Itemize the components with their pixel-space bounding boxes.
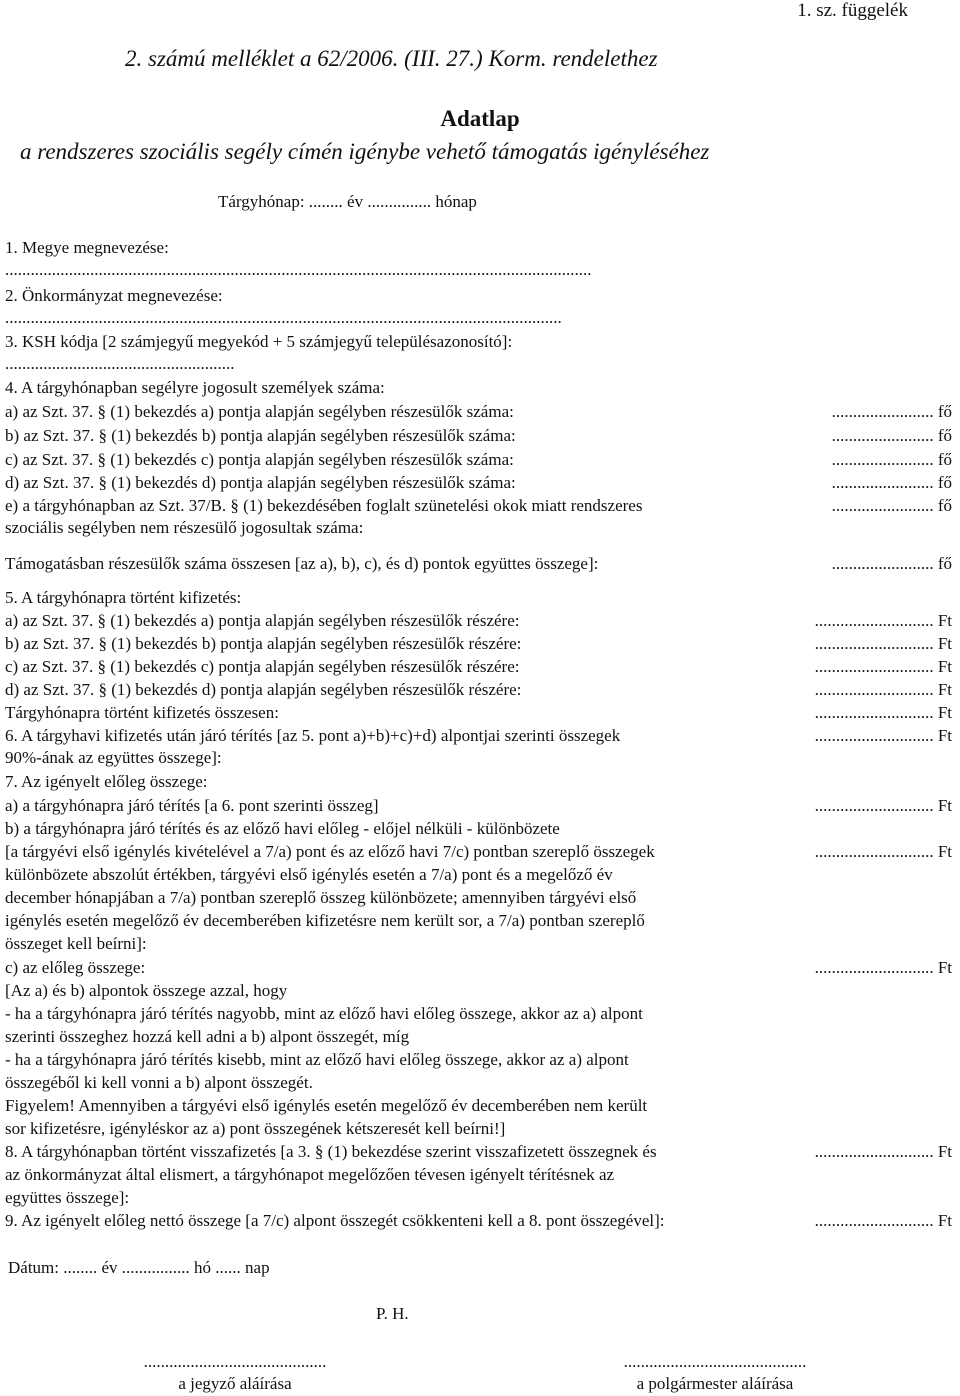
county-label: 1. Megye megnevezése: <box>5 238 169 257</box>
section-5-d-value: ............................ Ft <box>814 680 952 699</box>
ksh-label: 3. KSH kódja [2 számjegyű megyekód + 5 számjegyű településazonosító]: <box>5 332 513 351</box>
section-4-c: c) az Szt. 37. § (1) bekezdés c) pontja alapján segélyben részesülők száma: <box>5 450 514 469</box>
section-7-b-line4: december hónapjában a 7/a) pontban szereplő összeg különbözete; amennyiben tárgyévi első <box>5 888 637 907</box>
county-dots: .......................................................................................................................................... <box>5 260 592 279</box>
section-9: 9. Az igényelt előleg nettó összege [a 7/c) alpont összegét csökkenteni kell a 8. pont összegével]: <box>5 1211 665 1230</box>
section-5-c-value: ............................ Ft <box>814 657 952 676</box>
section-4-d: d) az Szt. 37. § (1) bekezdés d) pontja alapján segélyben részesülők száma: <box>5 473 516 492</box>
signature-line-mayor: ........................................... <box>623 1352 807 1371</box>
section-6-line1: 6. A tárgyhavi kifizetés után járó térítés [az 5. pont a)+b)+c)+d) alpontjai szerinti összegek <box>5 726 621 745</box>
ksh-dots: ...................................................... <box>5 354 235 373</box>
section-7-note-line6: Figyelem! Amennyiben a tárgyévi első igénylés esetén megelőző év decemberében nem került <box>5 1096 648 1115</box>
form-title: Adatlap <box>440 106 520 131</box>
signature-line-clerk: ........................................... <box>143 1352 327 1371</box>
section-7-b-line6: összeget kell beírni]: <box>5 934 147 953</box>
section-4-a-value: ........................ fő <box>831 402 952 421</box>
section-5-heading: 5. A tárgyhónapra történt kifizetés: <box>5 588 242 607</box>
municipality-label: 2. Önkormányzat megnevezése: <box>5 286 223 305</box>
section-4-e-line1: e) a tárgyhónapban az Szt. 37/B. § (1) bekezdésében foglalt szünetelési okok miatt rendszeres <box>5 496 643 515</box>
section-4-d-value: ........................ fő <box>831 473 952 492</box>
date-line: Dátum: ........ év ................ hó ...... nap <box>8 1258 270 1277</box>
section-4-b-value: ........................ fő <box>831 426 952 445</box>
section-4-total-value: ........................ fő <box>831 554 952 573</box>
section-4-total: Támogatásban részesülők száma összesen [az a), b), c), és d) pontok együttes összege]: <box>5 554 599 573</box>
section-6-line2: 90%-ának az együttes összege]: <box>5 748 222 767</box>
section-8-line1: 8. A tárgyhónapban történt visszafizetés [a 3. § (1) bekezdése szerint visszafizetett összegnek és <box>5 1142 657 1161</box>
section-7-b-line3: különbözete abszolút értékben, tárgyévi első igénylés esetén a 7/a) pont és a megelőző év <box>5 865 613 884</box>
section-6-value: ............................ Ft <box>814 726 952 745</box>
section-8-line3: együttes összege]: <box>5 1188 130 1207</box>
section-7-a-value: ............................ Ft <box>814 796 952 815</box>
section-5-d: d) az Szt. 37. § (1) bekezdés d) pontja alapján segélyben részesülők részére: <box>5 680 522 699</box>
section-8-value: ............................ Ft <box>814 1142 952 1161</box>
section-5-c: c) az Szt. 37. § (1) bekezdés c) pontja alapján segélyben részesülők részére: <box>5 657 520 676</box>
stamp-placeholder: P. H. <box>376 1304 409 1323</box>
section-9-value: ............................ Ft <box>814 1211 952 1230</box>
reference-month: Tárgyhónap: ........ év ............... hónap <box>218 192 477 211</box>
form-subtitle: a rendszeres szociális segély címén igénybe vehető támogatás igényléséhez <box>20 139 710 164</box>
section-7-b-value: ............................ Ft <box>814 842 952 861</box>
section-7-c: c) az előleg összege: <box>5 958 146 977</box>
section-5-a: a) az Szt. 37. § (1) bekezdés a) pontja alapján segélyben részesülők részére: <box>5 611 520 630</box>
section-7-note-line1: [Az a) és b) alpontok összege azzal, hogy <box>5 981 288 1000</box>
section-4-e-line2: szociális segélyben nem részesülő jogosultak száma: <box>5 518 364 537</box>
section-5-total: Tárgyhónapra történt kifizetés összesen: <box>5 703 279 722</box>
section-7-b-line1: b) a tárgyhónapra járó térítés és az előző havi előleg - előjel nélküli - különbözete <box>5 819 560 838</box>
section-4-b: b) az Szt. 37. § (1) bekezdés b) pontja alapján segélyben részesülők száma: <box>5 426 516 445</box>
section-7-heading: 7. Az igényelt előleg összege: <box>5 772 208 791</box>
section-4-c-value: ........................ fő <box>831 450 952 469</box>
annex-reference: 2. számú melléklet a 62/2006. (III. 27.) Korm. rendelethez <box>125 46 658 71</box>
signature-label-mayor: a polgármester aláírása <box>636 1374 794 1393</box>
section-7-a: a) a tárgyhónapra járó térítés [a 6. pont szerinti összeg] <box>5 796 379 815</box>
section-7-b-line5: igénylés esetén megelőző év decemberében kifizetésre nem került sor, a 7/a) pontban szereplő <box>5 911 645 930</box>
municipality-dots: ................................................................................................................................... <box>5 308 562 327</box>
section-8-line2: az önkormányzat által elismert, a tárgyhónapot megelőzően tévesen igényelt térítésnek az <box>5 1165 615 1184</box>
section-7-c-value: ............................ Ft <box>814 958 952 977</box>
section-4-a: a) az Szt. 37. § (1) bekezdés a) pontja alapján segélyben részesülők száma: <box>5 402 514 421</box>
section-7-note-line7: sor kifizetésre, igényléskor az a) pont összegének kétszeresét kell beírni!] <box>5 1119 506 1138</box>
appendix-label: 1. sz. függelék <box>797 0 908 21</box>
section-4-heading: 4. A tárgyhónapban segélyre jogosult személyek száma: <box>5 378 385 397</box>
section-4-e-value: ........................ fő <box>831 496 952 515</box>
section-7-note-line4: - ha a tárgyhónapra járó térítés kisebb, mint az előző havi előleg összege, akkor az a) alpont <box>5 1050 629 1069</box>
section-5-a-value: ............................ Ft <box>814 611 952 630</box>
section-7-b-line2: [a tárgyévi első igénylés kivételével a 7/a) pont és az előző havi 7/c) pontban szereplő összegek <box>5 842 655 861</box>
section-7-note-line3: szerinti összeghez hozzá kell adni a b) alpont összegét, míg <box>5 1027 410 1046</box>
section-5-b-value: ............................ Ft <box>814 634 952 653</box>
section-7-note-line5: összegéből ki kell vonni a b) alpont összegét. <box>5 1073 313 1092</box>
signature-label-clerk: a jegyző aláírása <box>178 1374 292 1393</box>
section-5-b: b) az Szt. 37. § (1) bekezdés b) pontja alapján segélyben részesülők részére: <box>5 634 522 653</box>
section-5-total-value: ............................ Ft <box>814 703 952 722</box>
section-7-note-line2: - ha a tárgyhónapra járó térítés nagyobb, mint az előző havi előleg összege, akkor az a) alpont <box>5 1004 643 1023</box>
